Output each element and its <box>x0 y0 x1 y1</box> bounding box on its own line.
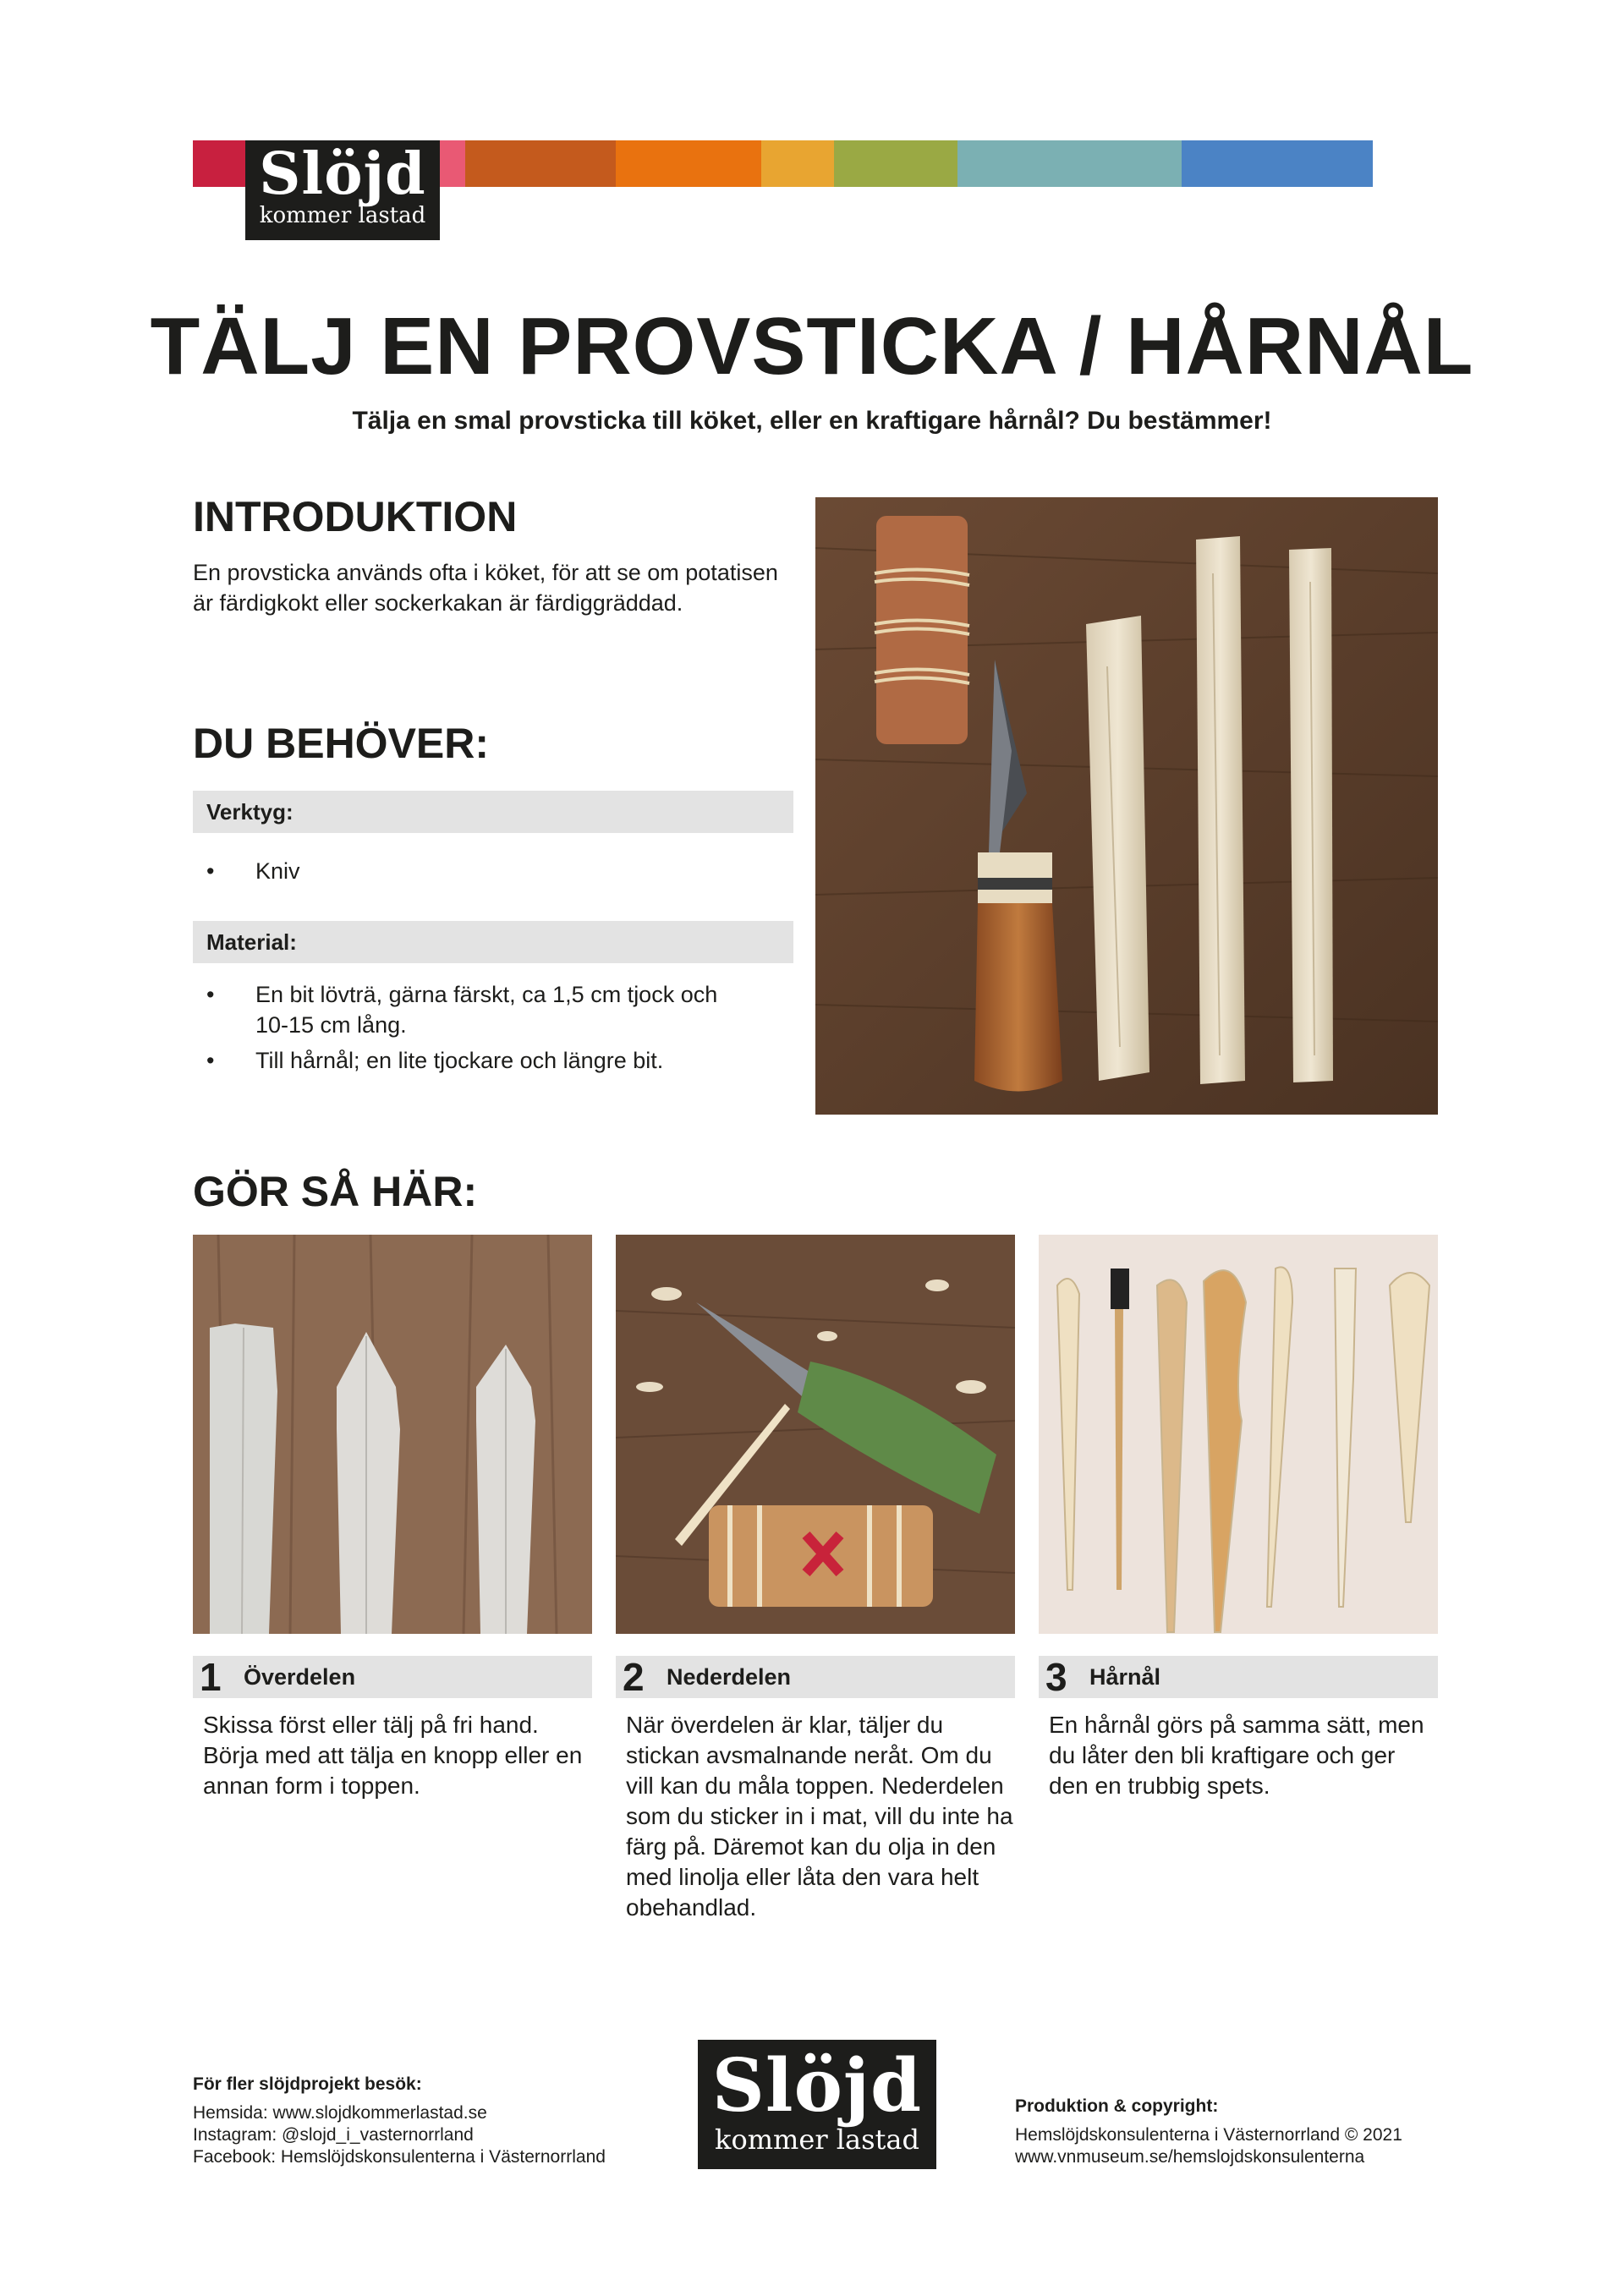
footer-copyright: Hemslöjdskonsulenterna i Västernorrland © 2021 <box>1015 2125 1402 2145</box>
intro-text <box>193 557 802 618</box>
step-photo-1 <box>193 1235 592 1634</box>
step-line: du låter den bli kraftigare och ger <box>1049 1742 1396 1768</box>
material-item <box>193 979 793 1040</box>
step-line: annan form i toppen. <box>203 1773 420 1799</box>
step-number: 3 <box>1045 1655 1067 1699</box>
stripe-segment <box>616 140 761 187</box>
steps-heading: GÖR SÅ HÄR: <box>193 1168 478 1215</box>
stripe-segment <box>465 140 616 187</box>
step-line: stickan avsmalnande neråt. Om du <box>626 1742 992 1768</box>
footer-right-heading: Produktion & copyright: <box>1015 2096 1219 2116</box>
step-line: obehandlad. <box>626 1894 757 1921</box>
page-subtitle: Tälja en smal provsticka till köket, eller en kraftigare hårnål? Du bestämmer! <box>352 407 1272 435</box>
footer-left <box>193 2074 667 2168</box>
stripe-segment <box>834 140 957 187</box>
slojd-logo <box>245 140 440 240</box>
material-line: 10-15 cm lång. <box>255 1012 407 1038</box>
step-label: Hårnål <box>1089 1663 1161 1690</box>
logo-tagline: kommer lastad <box>715 2123 919 2156</box>
step-line: med linolja eller låta den vara helt <box>626 1864 979 1890</box>
footer-right <box>1015 2096 1438 2168</box>
step-text-1 <box>203 1710 592 1801</box>
step-text-2 <box>626 1710 1015 1923</box>
footer-museum-link[interactable]: www.vnmuseum.se/hemslojdskonsulenterna <box>1015 2147 1365 2167</box>
logo-word: Slöjd <box>259 140 426 208</box>
step-bar-2 <box>616 1656 1015 1698</box>
intro-line: En provsticka används ofta i köket, för att se om potatisen <box>193 560 778 585</box>
tool-item: • Kniv <box>193 856 793 886</box>
step-photo-3 <box>1039 1235 1438 1634</box>
material-label: Material: <box>193 921 793 963</box>
step-line: färg på. Däremot kan du olja in den <box>626 1833 996 1860</box>
stripe-segment <box>1182 140 1373 187</box>
footer-facebook[interactable]: Facebook: Hemslöjdskonsulenterna i Västernorrland <box>193 2147 606 2167</box>
step-label: Nederdelen <box>667 1663 792 1690</box>
material-list <box>193 979 793 1081</box>
stripe-segment <box>761 140 834 187</box>
step-line: När överdelen är klar, täljer du <box>626 1712 944 1738</box>
step-number: 2 <box>623 1655 645 1699</box>
footer-instagram[interactable]: Instagram: @slojd_i_vasternorrland <box>193 2125 474 2145</box>
step-line: Börja med att tälja en knopp eller en <box>203 1742 583 1768</box>
step-label: Överdelen <box>244 1663 356 1690</box>
step-bar-1 <box>193 1656 592 1698</box>
step-line: den en trubbig spets. <box>1049 1773 1270 1799</box>
step-line: Skissa först eller tälj på fri hand. <box>203 1712 539 1738</box>
step-line: vill kan du måla toppen. Nederdelen <box>626 1773 1004 1799</box>
slojd-logo-footer <box>698 2040 936 2169</box>
logo-word: Slöjd <box>711 2043 923 2129</box>
material-item: • Till hårnål; en lite tjockare och längre bit. <box>193 1045 793 1076</box>
logo-tagline: kommer lastad <box>259 203 426 228</box>
material-line: • En bit lövträ, gärna färskt, ca 1,5 cm tjock och <box>255 982 718 1007</box>
tools-list <box>193 856 793 891</box>
step-photo-2 <box>616 1235 1015 1634</box>
step-line: En hårnål görs på samma sätt, men <box>1049 1712 1424 1738</box>
needs-heading: DU BEHÖVER: <box>193 720 490 767</box>
footer-left-heading: För fler slöjdprojekt besök: <box>193 2074 422 2094</box>
step-bar-3 <box>1039 1656 1438 1698</box>
page-title: TÄLJ EN PROVSTICKA / HÅRNÅL <box>150 301 1474 392</box>
tools-label: Verktyg: <box>193 791 793 833</box>
materials-photo <box>815 497 1438 1115</box>
footer-website[interactable]: Hemsida: www.slojdkommerlastad.se <box>193 2103 487 2123</box>
step-line: som du sticker in i mat, vill du inte ha <box>626 1803 1013 1829</box>
intro-heading: INTRODUKTION <box>193 493 518 540</box>
stripe-segment <box>957 140 1182 187</box>
intro-line: är färdigkokt eller sockerkakan är färdiggräddad. <box>193 590 683 616</box>
step-text-3 <box>1049 1710 1438 1801</box>
step-number: 1 <box>200 1655 222 1699</box>
